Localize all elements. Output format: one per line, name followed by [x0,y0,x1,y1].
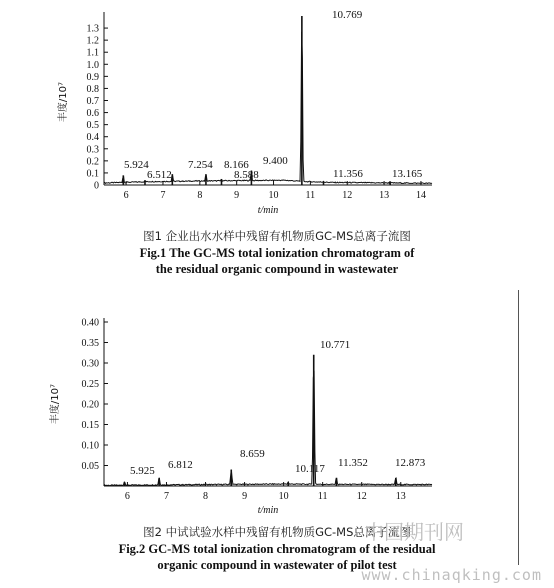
figure-1-caption-en-line-1: Fig.1 The GC-MS total ionization chromatogram of [139,246,415,260]
y-tick-label: 1.3 [86,23,99,35]
peak-label: 8.659 [240,448,265,460]
x-tick-label: 14 [415,190,426,201]
y-tick-label: 0 [94,180,99,192]
y-axis-label: 丰度/10⁷ [50,383,61,425]
y-tick-label: 0.6 [86,108,99,120]
peak-label: 13.165 [392,168,423,180]
y-axis-label: 丰度/10⁷ [58,81,69,123]
peak-label: 12.873 [395,457,426,469]
x-axis-label: t/min [257,505,279,516]
peak-label: 5.925 [130,465,155,477]
x-tick-label: 6 [124,491,130,502]
x-tick-label: 11 [317,491,328,502]
peak-label: 10.769 [332,9,363,21]
scan-edge-line [518,290,519,565]
peak-label: 8.166 [224,159,249,171]
y-tick-label: 0.30 [81,358,99,370]
x-tick-label: 7 [163,491,169,502]
watermark-text: 中国期刊网 [364,520,464,544]
x-tick-label: 10 [268,190,279,201]
x-tick-label: 7 [160,190,166,201]
y-tick-label: 0.40 [81,317,99,329]
figure-2-caption-cn: 图2 中试试验水样中残留有机物质GC-MS总离子流图 [143,525,411,539]
peak-label: 10.771 [320,339,351,351]
x-tick-label: 10 [278,491,289,502]
y-tick-label: 0.7 [86,96,99,107]
figure-2-caption-en-line-1: Fig.2 GC-MS total ionization chromatogram of the residual [118,542,436,556]
y-tick-label: 0.25 [81,379,99,390]
x-tick-label: 12 [356,491,367,502]
peak-label: 8.588 [234,169,259,181]
y-tick-label: 0.3 [86,144,99,156]
peak-label: 9.400 [263,155,288,167]
x-tick-label: 8 [203,491,209,502]
x-tick-label: 6 [123,190,129,201]
y-tick-label: 0.4 [86,132,99,144]
x-axis-label: t/min [257,205,279,216]
y-tick-label: 0.9 [86,71,99,83]
peak-label: 6.512 [147,169,172,181]
peak-label: 7.254 [188,159,213,171]
peak-label: 11.356 [333,168,363,180]
x-tick-label: 12 [342,190,353,201]
y-tick-label: 0.8 [86,83,99,95]
y-tick-label: 0.5 [86,120,99,132]
peak-label: 11.352 [338,457,368,469]
figure-1-caption-cn: 图1 企业出水水样中残留有机物质GC-MS总离子流图 [143,229,411,243]
y-tick-label: 0.05 [81,461,99,472]
x-tick-label: 9 [242,491,248,502]
x-tick-label: 13 [395,491,406,502]
y-tick-label: 1.0 [86,59,99,71]
x-tick-label: 8 [197,190,203,201]
y-tick-label: 0.1 [86,168,99,180]
watermark-url: www.chinaqking.com [361,566,542,584]
peak-label: 5.924 [124,159,149,171]
peak-label: 6.812 [168,459,193,471]
peak-label: 10.117 [295,463,325,475]
figure-2-caption-en-line-2: organic compound in wastewater of pilot test [157,558,397,572]
y-tick-label: 0.20 [81,399,99,411]
x-tick-label: 9 [234,190,240,201]
y-tick-label: 0.35 [81,338,99,349]
figure-1-caption-en-line-2: the residual organic compound in wastewater [155,262,399,276]
x-tick-label: 13 [379,190,390,201]
y-tick-label: 1.2 [86,35,99,47]
y-tick-label: 0.10 [81,440,99,452]
y-tick-label: 0.15 [81,420,99,431]
x-tick-label: 11 [305,190,316,201]
y-tick-label: 1.1 [86,47,99,59]
y-tick-label: 0.2 [86,156,99,168]
